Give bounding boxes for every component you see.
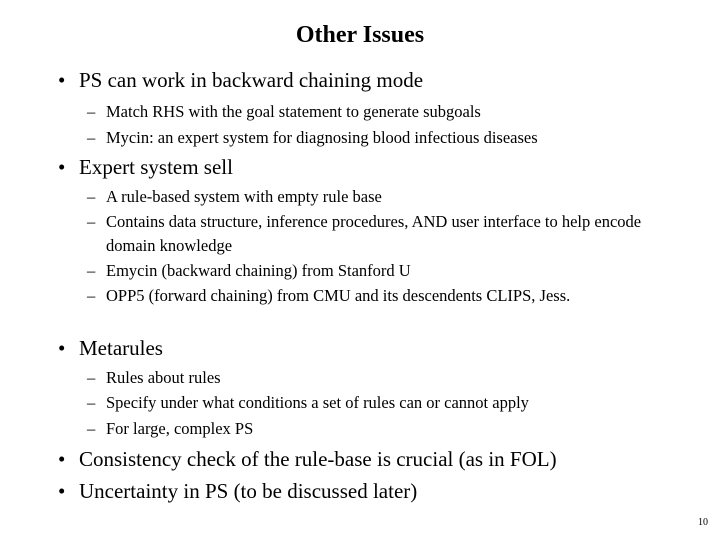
bullet-text: Consistency check of the rule-base is crucial (as in FOL)	[79, 447, 557, 471]
sub-bullet-text: Specify under what conditions a set of rules can or cannot apply	[106, 393, 529, 412]
sub-bullet-marker: –	[87, 261, 96, 280]
bullet-text: Metarules	[79, 336, 163, 360]
sub-bullet-2-4	[87, 284, 677, 308]
bullet-marker: •	[58, 479, 66, 503]
sub-bullet-text: Contains data structure, inference procedures, AND user interface to help encode domain knowledge	[106, 212, 642, 255]
page-number: 10	[698, 517, 708, 528]
sub-bullet-text: A rule-based system with empty rule base	[106, 187, 382, 206]
bullet-text: Expert system sell	[79, 155, 233, 179]
sub-bullet-marker: –	[87, 393, 96, 412]
sub-bullet-1-2	[87, 126, 677, 150]
sub-bullet-marker: –	[87, 187, 96, 206]
sub-bullet-text: Rules about rules	[106, 368, 221, 387]
sub-bullet-3-1	[87, 366, 677, 390]
sub-bullet-text: Emycin (backward chaining) from Stanford U	[106, 261, 411, 280]
bullet-marker: •	[58, 68, 66, 92]
sub-bullet-3-2	[87, 391, 677, 415]
bullet-text: Uncertainty in PS (to be discussed later)	[79, 479, 418, 503]
bullet-marker: •	[58, 336, 66, 360]
sub-bullet-marker: –	[87, 128, 96, 147]
sub-bullet-2-2	[87, 210, 677, 258]
sub-bullet-marker: –	[87, 212, 96, 231]
sub-bullet-text: Mycin: an expert system for diagnosing blood infectious diseases	[106, 128, 538, 147]
sub-bullet-marker: –	[87, 419, 96, 438]
sub-bullet-2-3	[87, 259, 677, 283]
sub-bullet-text: For large, complex PS	[106, 419, 254, 438]
sub-bullet-text: Match RHS with the goal statement to generate subgoals	[106, 102, 481, 121]
sub-bullet-marker: –	[87, 368, 96, 387]
bullet-text: PS can work in backward chaining mode	[79, 68, 424, 92]
bullet-marker: •	[58, 155, 66, 179]
sub-bullet-3-3	[87, 417, 677, 441]
sub-bullet-text: OPP5 (forward chaining) from CMU and its descendents CLIPS, Jess.	[106, 286, 571, 305]
sub-bullet-marker: –	[87, 286, 96, 305]
page-title: Other Issues	[295, 22, 425, 48]
bullet-marker: •	[58, 447, 66, 471]
sub-bullet-2-1	[87, 185, 677, 209]
sub-bullet-marker: –	[87, 102, 96, 121]
sub-bullet-1-1	[87, 100, 677, 124]
